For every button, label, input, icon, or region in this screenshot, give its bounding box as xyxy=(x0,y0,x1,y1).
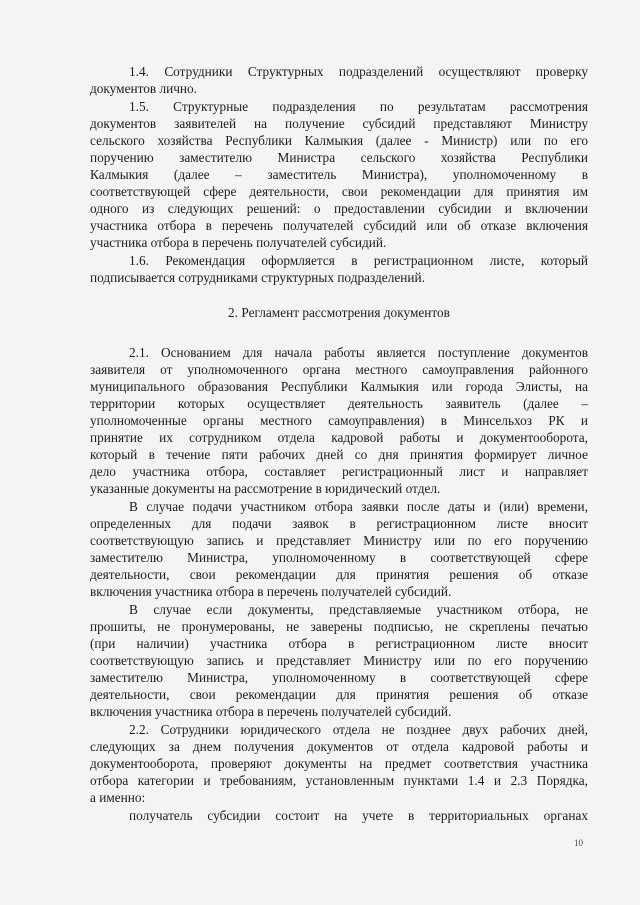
text-line: 2.2. Сотрудники юридического отдела не позднее двух рабочих дней, xyxy=(129,722,588,737)
text-line: поручению заместителю Министра сельского хозяйства Республики xyxy=(90,150,588,165)
text-line: сельского хозяйства Республики Калмыкия (далее - Министр) или по его xyxy=(90,133,588,148)
text-line: документов лично. xyxy=(90,81,198,96)
text-line: документов заявителей на получение субсидий представляют Министру xyxy=(90,116,588,131)
text-line: документооборота, проверяют документы на предмет соответствия участника xyxy=(90,756,588,771)
text-line: территории которых осуществляет деятельность заявитель (далее – xyxy=(90,396,588,411)
text-line: 1.6. Рекомендация оформляется в регистрационном листе, который xyxy=(129,253,588,268)
text-line: указанные документы на рассмотрение в юридический отдел. xyxy=(90,481,441,496)
text-line: одного из следующих решений: о предоставлении субсидии и включении xyxy=(90,201,588,216)
text-line: заместителю Министра, уполномоченному в соответствующей сфере xyxy=(90,670,588,685)
text-line: заявителя от уполномоченного органа местного самоуправления районного xyxy=(90,362,588,377)
text-line: муниципального образования Республики Калмыкия или города Элисты, на xyxy=(90,379,588,394)
text-line: деятельности, свои рекомендации для принятия решения об отказе xyxy=(90,687,588,702)
text-line: участника отбора в перечень получателей субсидий или об отказе включения xyxy=(90,218,588,233)
text-line: 1.4. Сотрудники Структурных подразделений осуществляют проверку xyxy=(129,64,588,79)
text-line: следующих за днем получения документов от отдела кадровой работы и xyxy=(90,739,588,754)
text-line: Калмыкия (далее – заместитель Министра), уполномоченному в xyxy=(90,167,588,182)
text-line: прошиты, не пронумерованы, не заверены подписью, не скреплены печатью xyxy=(90,619,588,634)
text-line: деятельности, свои рекомендации для принятия решения об отказе xyxy=(90,567,588,582)
text-line: соответствующей сфере деятельности, свои рекомендации для принятия им xyxy=(90,184,588,199)
text-line: отбора категории и требованиям, установленным пунктами 1.4 и 2.3 Порядка, xyxy=(90,773,588,788)
text-line: принятие их сотрудником отдела кадровой работы и документооборота, xyxy=(90,430,588,445)
text-line: который в течение пяти рабочих дней со дня принятия формирует личное xyxy=(90,447,588,462)
text-line: уполномоченные органы местного самоуправления) в Минсельхоз РК и xyxy=(90,413,588,428)
text-line: 1.5. Структурные подразделения по результатам рассмотрения xyxy=(129,99,588,114)
text-line: заместителю Министра, уполномоченному в соответствующей сфере xyxy=(90,550,588,565)
section-heading: 2. Регламент рассмотрения документов xyxy=(228,305,450,320)
page-number: 10 xyxy=(574,838,583,848)
text-line: дело участника отбора, составляет регистрационный лист и направляет xyxy=(90,464,588,479)
text-line: включения участника отбора в перечень получателей субсидий. xyxy=(90,584,452,599)
text-line: участника отбора в перечень получателей субсидий. xyxy=(90,235,387,250)
text-line: 2.1. Основанием для начала работы является поступление документов xyxy=(129,345,588,360)
text-line: включения участника отбора в перечень получателей субсидий. xyxy=(90,704,452,719)
text-line: определенных для подачи заявок в регистрационном листе вносит xyxy=(90,516,588,531)
text-line: получатель субсидии состоит на учете в территориальных органах xyxy=(129,808,588,823)
text-line: а именно: xyxy=(90,790,146,805)
text-line: В случае подачи участником отбора заявки после даты и (или) времени, xyxy=(129,499,588,514)
text-line: соответствующую запись и представляет Министру или по его поручению xyxy=(90,653,588,668)
text-line: соответствующую запись и представляет Министру или по его поручению xyxy=(90,533,588,548)
text-line: подписывается сотрудниками структурных подразделений. xyxy=(90,270,425,285)
text-line: В случае если документы, представляемые участником отбора, не xyxy=(129,602,588,617)
text-line: (при наличии) участника отбора в регистрационном листе вносит xyxy=(90,636,588,651)
